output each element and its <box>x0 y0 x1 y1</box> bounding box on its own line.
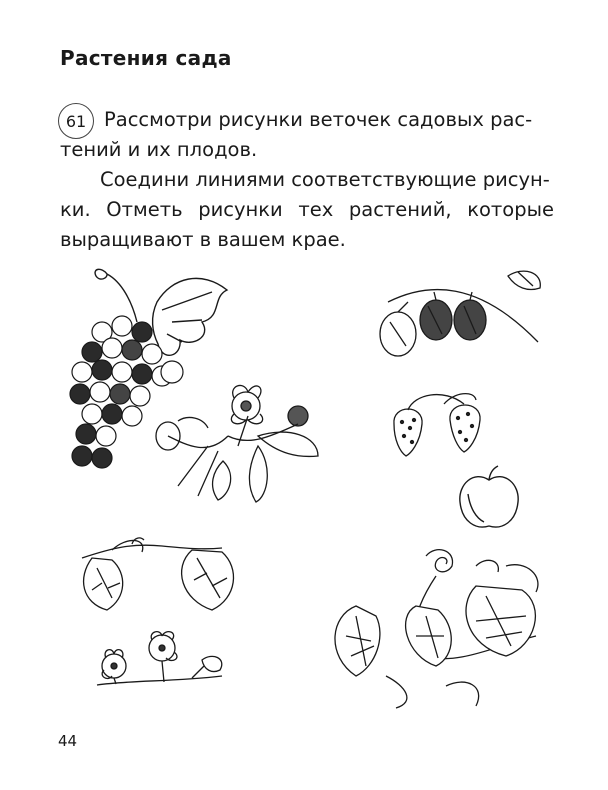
gooseberry-fruit-icon <box>368 262 548 372</box>
task-text-line1: Рассмотри рисунки веточек садовых рас- <box>104 108 533 131</box>
apple-fruit-icon <box>454 464 524 534</box>
instruction-text <box>60 165 554 255</box>
instruction-line3: выращивают в вашем крае. <box>60 228 346 251</box>
instruction-line2: ки. Отметь рисунки тех растений, которые <box>60 198 554 221</box>
grape-vine-icon <box>326 546 552 710</box>
task-text-line2: тений и их плодов. <box>60 138 258 161</box>
apple-branch-icon <box>72 528 250 620</box>
instruction-line1: Соедини линиями соответствующие рисун- <box>100 168 550 191</box>
cherry-branch-icon <box>92 630 238 700</box>
strawberry-fruit-icon <box>384 384 494 464</box>
page-title: Растения сада <box>60 46 232 70</box>
task-number-badge: 61 <box>58 103 94 139</box>
page-number: 44 <box>58 732 78 750</box>
strawberry-branch-icon <box>148 376 328 506</box>
